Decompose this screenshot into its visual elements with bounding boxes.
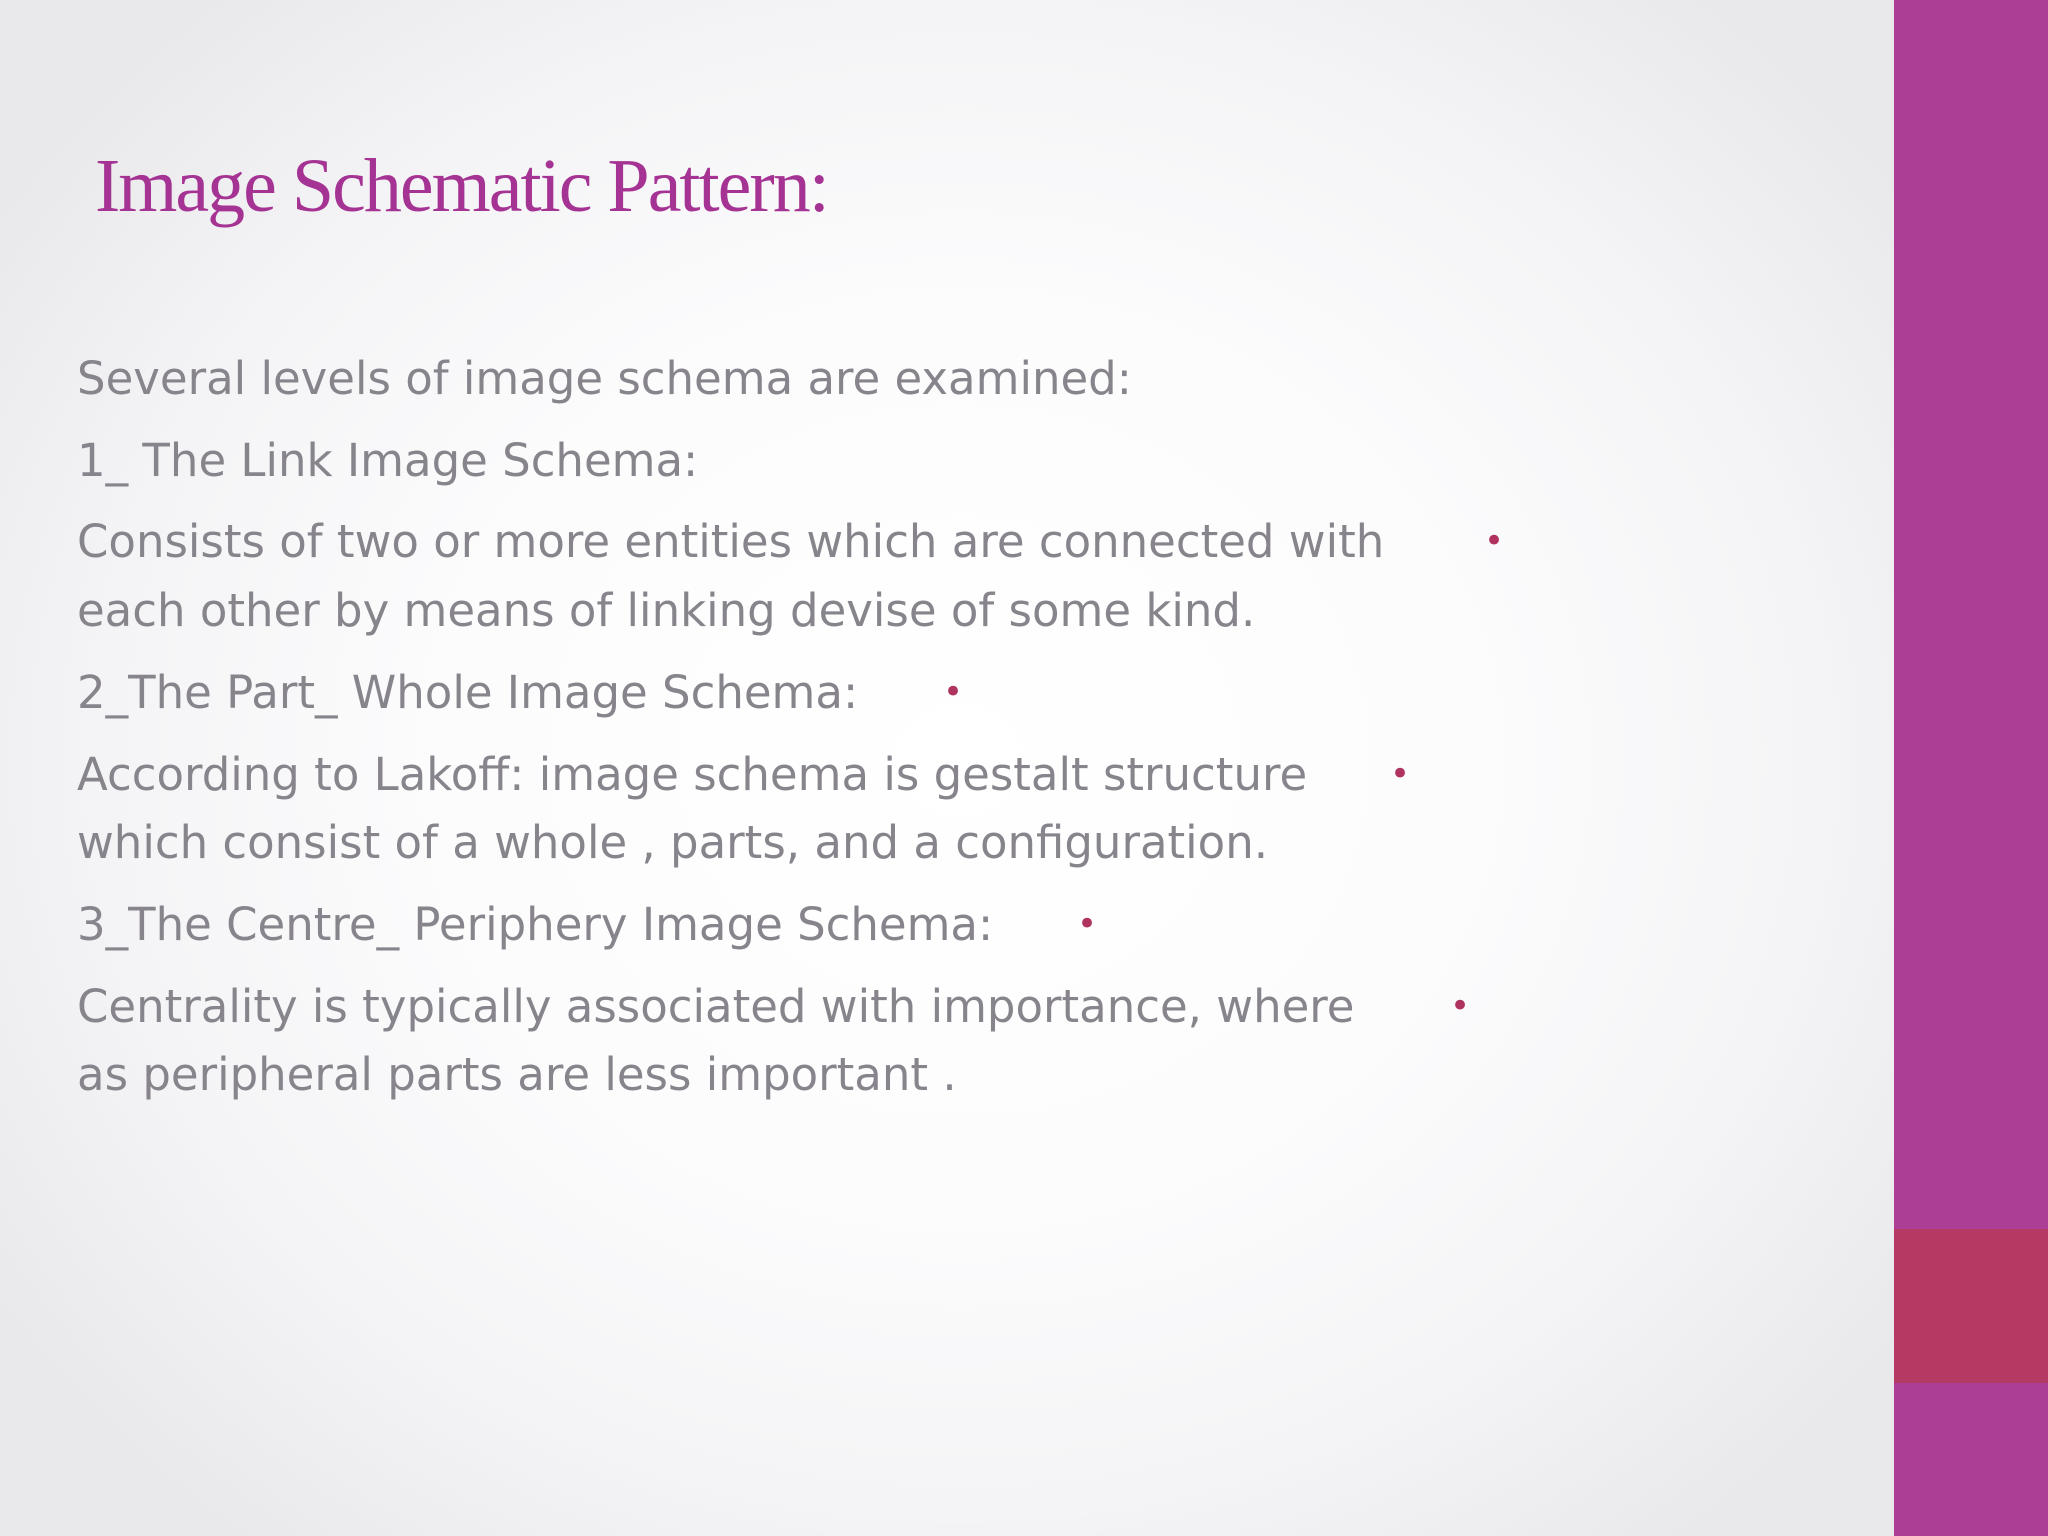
bullet-dot-5: • — [1450, 986, 1471, 1026]
part-whole-desc-line-2: which consist of a whole , parts, and a configuration. — [77, 816, 1269, 869]
bullet-dot-4: • — [1077, 904, 1098, 944]
side-accent-block — [1894, 1229, 2048, 1383]
centre-periphery-desc-line-2: as peripheral parts are less important . — [77, 1048, 957, 1101]
bullet-dot-3: • — [1390, 754, 1411, 794]
slide-title: Image Schematic Pattern: — [95, 144, 828, 228]
part-whole-heading: 2_The Part_ Whole Image Schema: — [77, 666, 859, 719]
centre-periphery-desc-line-1: Centrality is typically associated with importance, where — [77, 980, 1355, 1033]
link-schema-desc-line-2: each other by means of linking devise of some kind. — [77, 584, 1256, 637]
centre-periphery-heading: 3_The Centre_ Periphery Image Schema: — [77, 898, 994, 951]
link-schema-heading: 1_ The Link Image Schema: — [77, 434, 699, 487]
intro-line: Several levels of image schema are examined: — [77, 352, 1132, 405]
part-whole-desc-line-1: According to Lakoff: image schema is gestalt structure — [77, 748, 1308, 801]
bullet-dot-2: • — [943, 672, 964, 712]
bullet-dot-1: • — [1484, 521, 1505, 561]
link-schema-desc-line-1: Consists of two or more entities which are connected with — [77, 515, 1385, 568]
